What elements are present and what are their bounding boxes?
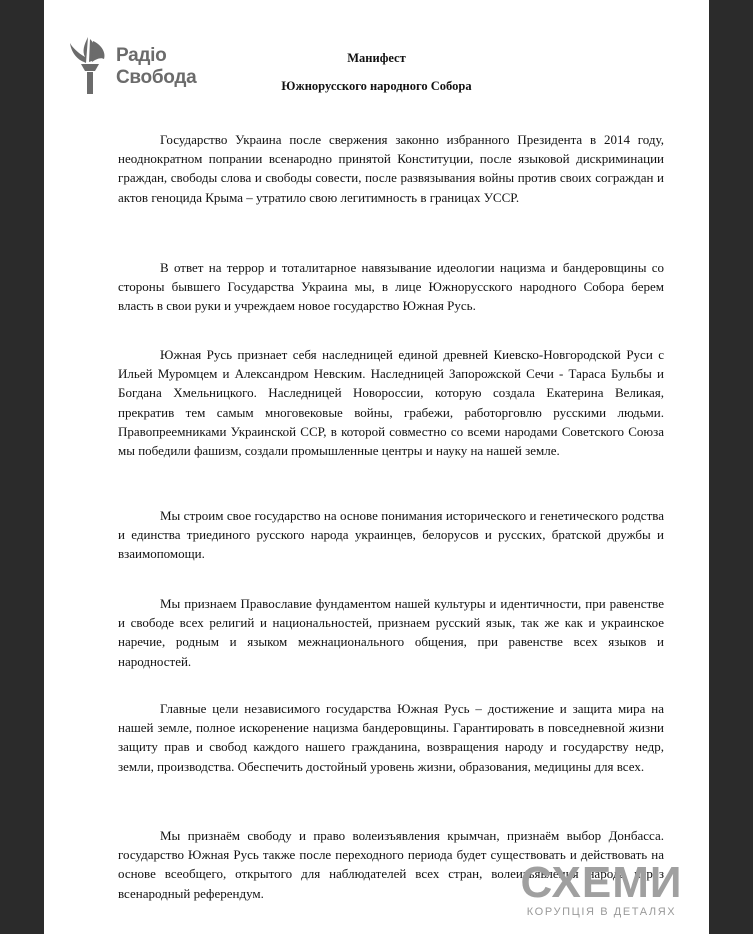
document-subtitle: Южнорусского народного Собора <box>281 79 472 93</box>
paragraph-5: Мы признаем Православие фундаментом нашей культуры и идентичности, при равенстве и свободе всех религий и национальностей, признаем русский язык, так же как и украинское наречие, родным и языком межнационального общения, при равенстве всех языков и народностей. <box>118 596 664 669</box>
paragraph-1: Государство Украина после свержения законно избранного Президента в 2014 году, неоднократном попрании всенародно принятой Конституции, после языковой дискриминации граждан, свободы слова и свободы совести, после развязывания войны против своих сограждан и актов геноцида Крыма – утратило свою легитимность в границах УССР. <box>118 132 664 205</box>
brand-line-2: Свобода <box>116 67 197 88</box>
document-title: Манифест <box>347 51 406 65</box>
schemy-logo-text: СХЕМИ <box>520 858 683 907</box>
document-page <box>44 0 709 934</box>
paragraph-7: Мы признаём свободу и право волеизъявления крымчан, признаём выбор Донбасса. государство Южная Русь также после переходного периода будет существовать и действовать на основе всеобщего, открытого для наблюдателей всех стран, волеизъявления народа через всенародный референдум. <box>118 828 664 901</box>
schemy-tagline: КОРУПЦІЯ В ДЕТАЛЯХ <box>526 906 677 918</box>
brand-line-1: Радіо <box>116 45 167 66</box>
paragraph-4: Мы строим свое государство на основе понимания исторического и генетического родства и единства триединого русского народа украинцев, белорусов и русских, братской дружбы и взаимопомощи. <box>118 508 664 562</box>
schemy-watermark <box>519 860 684 930</box>
paragraph-6: Главные цели независимого государства Южная Русь – достижение и защита мира на нашей земле, полное искоренение нацизма бандеровщины. Гарантировать в повседневной жизни защиту прав и свобод каждого нашего гражданина, возвращения народу и государству недр, земли, производства. Обеспечить достойный уровень жизни, образования, медицины для всех. <box>118 701 664 774</box>
paragraph-3: Южная Русь признает себя наследницей единой древней Киевско-Новгородской Руси с Ильей Муромцем и Александром Невским. Наследницей Запорожской Сечи - Тараса Бульбы и Богдана Хмельницкого. Наследницей Новороссии, которую создала Екатерина Великая, прекратив тем самым многовековые войны, грабежи, работорговлю русскими людьми. Правопреемниками Украинской ССР, в которой совместно со всеми народами Советского Союза мы победили фашизм, создали промышленные центры и науку на нашей земле. <box>118 347 664 459</box>
paragraph-2: В ответ на террор и тоталитарное навязывание идеологии нацизма и бандеровщины со стороны бывшего Государства Украина мы, в лице Южнорусского народного Собора берем власть в свои руки и учреждаем новое государство Южная Русь. <box>118 260 664 314</box>
